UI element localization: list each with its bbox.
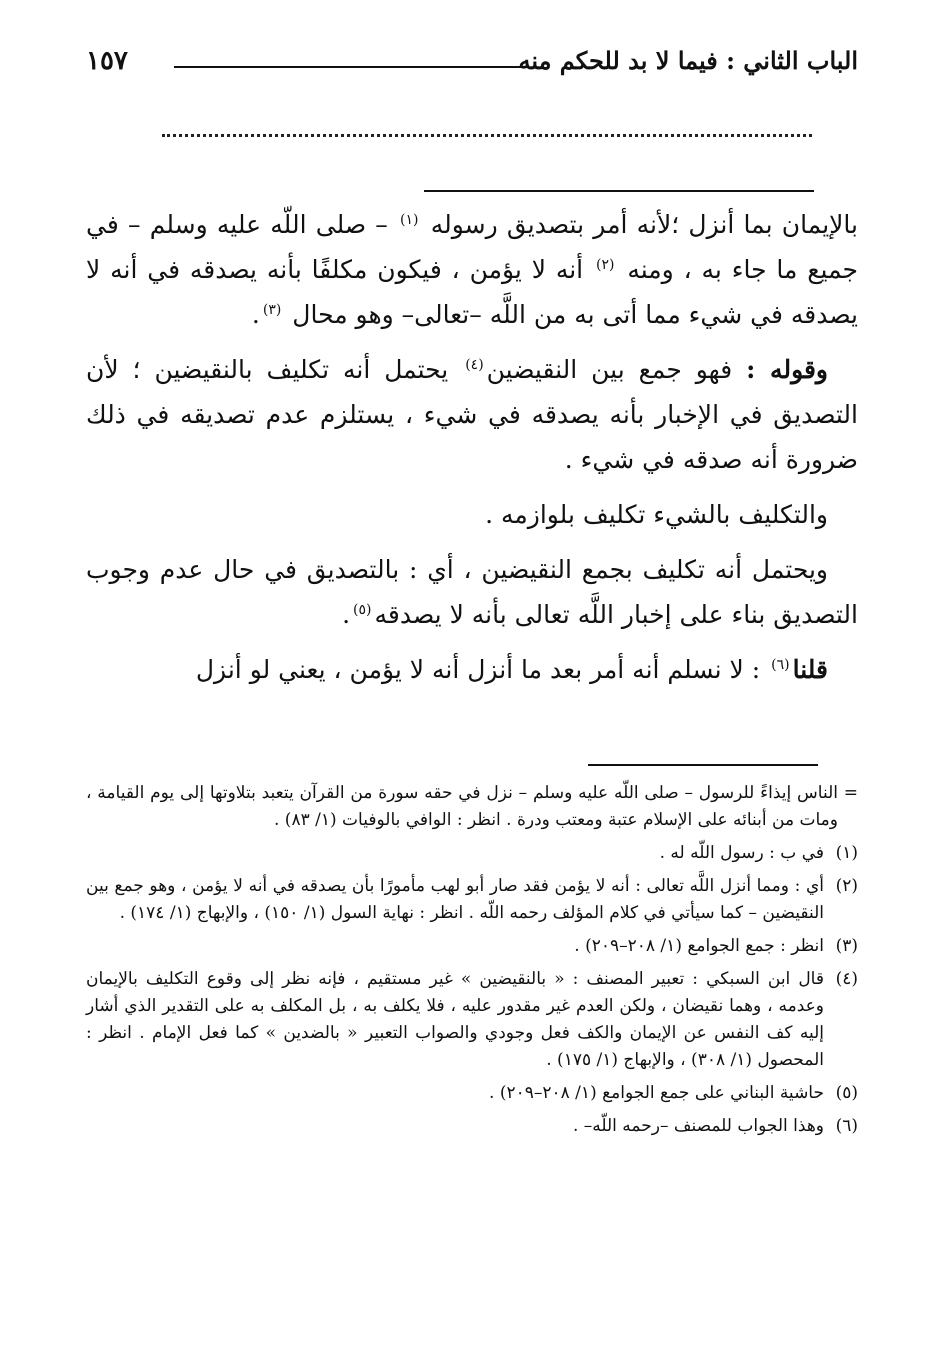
text-run: ويحتمل أنه تكليف بجمع النقيضين ، أي : بالتصديق في حال عدم وجوب التصديق بناء على إخبار اللَّه تعالى بأنه لا يصدقه <box>86 555 858 629</box>
footnote-item <box>86 933 858 960</box>
footnote-text: في ب : رسول اللّه له . <box>659 843 824 863</box>
text-run: والتكليف بالشيء تكليف بلوازمه . <box>485 500 828 529</box>
section-rule <box>424 190 814 192</box>
footnote-ref: (٦) <box>771 656 790 673</box>
footnote-number: (١) <box>835 843 858 863</box>
main-text <box>86 202 858 702</box>
footnote-number: (٣) <box>835 936 858 956</box>
footnote-item <box>86 1113 858 1140</box>
header-rule <box>174 66 528 68</box>
body-paragraph <box>86 547 858 637</box>
body-paragraph <box>86 647 858 692</box>
footnote-ref: (٣) <box>262 301 282 318</box>
footnote-continuation <box>86 780 858 834</box>
text-run: – صلى اللّه عليه وسلم – في جميع ما جاء به ، ومنه <box>86 210 859 284</box>
body-paragraph <box>86 492 858 537</box>
footnote-rule <box>588 764 818 766</box>
text-run: . <box>342 600 351 629</box>
footnote-text: وهذا الجواب للمصنف –رحمه اللّه– . <box>572 1116 824 1136</box>
text-run: يحتمل أنه تكليف بالنقيضين ؛ لأن التصديق في الإخبار بأنه يصدقه في شيء ، يستلزم عدم تصديقه في ذلك ضرورة أنه صدقه في شيء . <box>86 355 858 474</box>
body-paragraph <box>86 347 858 482</box>
footnote-number: (٢) <box>835 876 858 896</box>
running-header <box>86 46 858 86</box>
lead-word: وقوله : <box>746 355 829 384</box>
footnotes <box>86 780 858 1146</box>
page-number: ١٥٧ <box>86 46 128 76</box>
footnote-ref: (١) <box>400 211 419 228</box>
footnote-text: قال ابن السبكي : تعبير المصنف : « بالنقيضين » غير مستقيم ، فإنه نظر إلى وقوع التكليف بالإيمان وعدمه ، وهما نقيضان ، ولكن العدم غير مقدور عليه ، فلا يكلف به ، بل المكلف به على التقدير الذي أشار إليه كف النفس عن الإيمان والكف فعل وجودي والصواب التعبير « بالضدين » كما فعل الإمام . انظر : المحصول (١/ ٣٠٨) ، والإبهاج (١/ ١٧٥) . <box>86 969 824 1070</box>
footnote-text: الناس إيذاءً للرسول – صلى اللّه عليه وسلم – نزل في حقه سورة من القرآن يتعبد بتلاوتها إلى يوم القيامة ، ومات من أبنائه على الإسلام عتبة ومعتب ودرة . انظر : الوافي بالوفيات (١/ ٨٣) . <box>86 783 838 830</box>
footnote-ref: (٤) <box>465 356 484 373</box>
lead-word: قلنا <box>792 655 828 684</box>
footnote-item <box>86 966 858 1074</box>
footnote-number: (٦) <box>835 1116 858 1136</box>
chapter-title: الباب الثاني : فيما لا بد للحكم منه <box>518 46 858 75</box>
text-run: أنه لا يؤمن ، فيكون مكلفًا بأنه يصدقه في أنه لا يصدقه في شيء مما أتى به من اللَّه –تعالى– وهو محال <box>86 255 858 329</box>
footnote-number: (٤) <box>835 969 858 989</box>
footnote-number: (٥) <box>835 1083 858 1103</box>
continuation-mark: = <box>843 783 858 803</box>
footnote-ref: (٢) <box>596 256 615 273</box>
footnote-item <box>86 840 858 867</box>
text-run: . <box>251 300 260 329</box>
footnote-text: أي : ومما أنزل اللَّه تعالى : أنه لا يؤمن فقد صار أبو لهب مأمورًا بأن يصدقه في أنه لا يؤمن ، وهو جمع بين النقيضين – كما سيأتي في كلام المؤلف رحمه اللّه . انظر : نهاية السول (١/ ١٥٠) ، والإبهاج (١/ ١٧٤) . <box>86 876 824 923</box>
dotted-separator <box>162 134 812 137</box>
footnote-ref: (٥) <box>353 601 372 618</box>
body-paragraph <box>86 202 858 337</box>
footnote-text: حاشية البناني على جمع الجوامع (١/ ٢٠٨–٢٠٩) . <box>489 1083 824 1103</box>
text-run: : لا نسلم أنه أمر بعد ما أنزل أنه لا يؤمن ، يعني لو أنزل <box>195 655 761 684</box>
text-run: بالإيمان بما أنزل ؛لأنه أمر بتصديق رسوله <box>430 210 858 239</box>
footnote-item <box>86 1080 858 1107</box>
footnote-text: انظر : جمع الجوامع (١/ ٢٠٨–٢٠٩) . <box>574 936 824 956</box>
text-run: فهو جمع بين النقيضين <box>486 355 733 384</box>
footnote-item <box>86 873 858 927</box>
